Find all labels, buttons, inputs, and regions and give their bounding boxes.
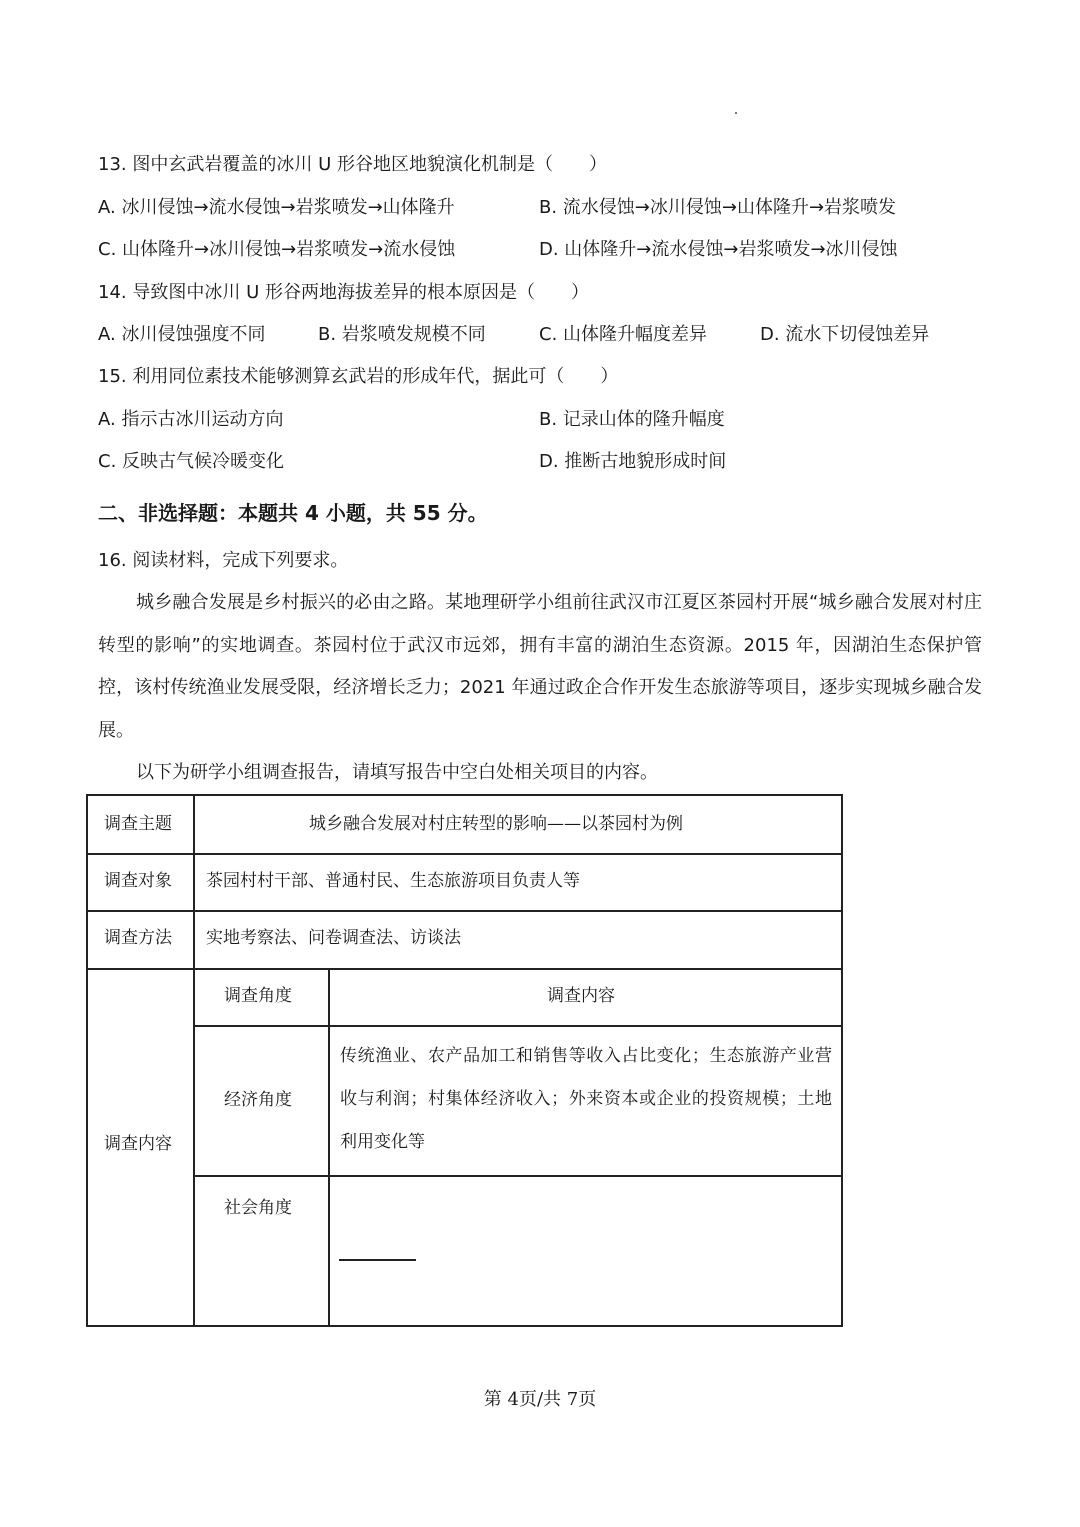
economic-angle-content: 传统渔业、农产品加工和销售等收入占比变化；生态旅游产业营收与利润；村集体经济收入；外来资本或企业的投资规模；土地利用变化等	[340, 1046, 832, 1152]
theme-label: 调查主题	[104, 814, 172, 834]
question-13-option-c: C. 山体隆升→冰川侵蚀→岩浆喷发→流水侵蚀	[98, 239, 456, 260]
object-value: 茶园村村干部、普通村民、生态旅游项目负责人等	[206, 871, 580, 891]
question-13-stem: 13. 图中玄武岩覆盖的冰川 U 形谷地区地貌演化机制是（ ）	[98, 154, 607, 175]
question-14-option-d: D. 流水下切侵蚀差异	[760, 324, 930, 345]
content-label: 调查内容	[104, 1134, 172, 1154]
method-label: 调查方法	[104, 928, 172, 948]
theme-value: 城乡融合发展对村庄转型的影响——以茶园村为例	[309, 814, 683, 834]
economic-angle-label: 经济角度	[224, 1090, 292, 1110]
table-rule	[88, 910, 841, 912]
question-15-option-c: C. 反映古气候冷暖变化	[98, 451, 285, 472]
method-value: 实地考察法、问卷调查法、访谈法	[206, 928, 461, 948]
question-14-option-a: A. 冰川侵蚀强度不同	[98, 324, 266, 345]
question-13-option-a: A. 冰川侵蚀→流水侵蚀→岩浆喷发→山体隆升	[98, 197, 455, 218]
content-header: 调查内容	[547, 986, 615, 1006]
instruction-paragraph: 以下为研学小组调查报告，请填写报告中空白处相关项目的内容。	[136, 762, 658, 783]
material-paragraph: 城乡融合发展是乡村振兴的必由之路。某地理研学小组前往武汉市江夏区茶园村开展“城乡融合发展对村庄转型的影响”的实地调查。茶园村位于武汉市远郊，拥有丰富的湖泊生态资源。2015 年，因湖泊生态保护管控，该村传统渔业发展受限，经济增长乏力；2021 年通过政企合作开发生态旅游等项目，逐步实现城乡融合发展。	[98, 592, 982, 741]
scan-speck	[735, 112, 737, 114]
question-14-option-c: C. 山体隆升幅度差异	[539, 324, 708, 345]
question-13-option-d: D. 山体隆升→流水侵蚀→岩浆喷发→冰川侵蚀	[539, 239, 898, 260]
angle-header: 调查角度	[224, 986, 292, 1006]
question-14-option-b: B. 岩浆喷发规模不同	[318, 324, 486, 345]
table-rule	[88, 853, 841, 855]
table-rule	[328, 968, 330, 1325]
question-15-stem: 15. 利用同位素技术能够测算玄武岩的形成年代，据此可（ ）	[98, 366, 619, 387]
social-angle-label: 社会角度	[224, 1198, 292, 1218]
question-15-option-a: A. 指示古冰川运动方向	[98, 409, 284, 430]
table-rule	[194, 1025, 841, 1027]
table-rule	[193, 796, 195, 1325]
object-label: 调查对象	[104, 871, 172, 891]
question-16-stem: 16. 阅读材料，完成下列要求。	[98, 550, 349, 571]
question-13-option-b: B. 流水侵蚀→冰川侵蚀→山体隆升→岩浆喷发	[539, 197, 897, 218]
table-rule	[88, 968, 841, 970]
page-number: 第 4页/共 7页	[483, 1389, 597, 1410]
question-14-stem: 14. 导致图中冰川 U 形谷两地海拔差异的根本原因是（ ）	[98, 282, 589, 303]
question-15-option-d: D. 推断古地貌形成时间	[539, 451, 727, 472]
section-heading: 二、非选择题：本题共 4 小题，共 55 分。	[98, 501, 488, 525]
table-rule	[194, 1175, 841, 1177]
answer-blank-line	[339, 1259, 416, 1261]
question-15-option-b: B. 记录山体的隆升幅度	[539, 409, 725, 430]
